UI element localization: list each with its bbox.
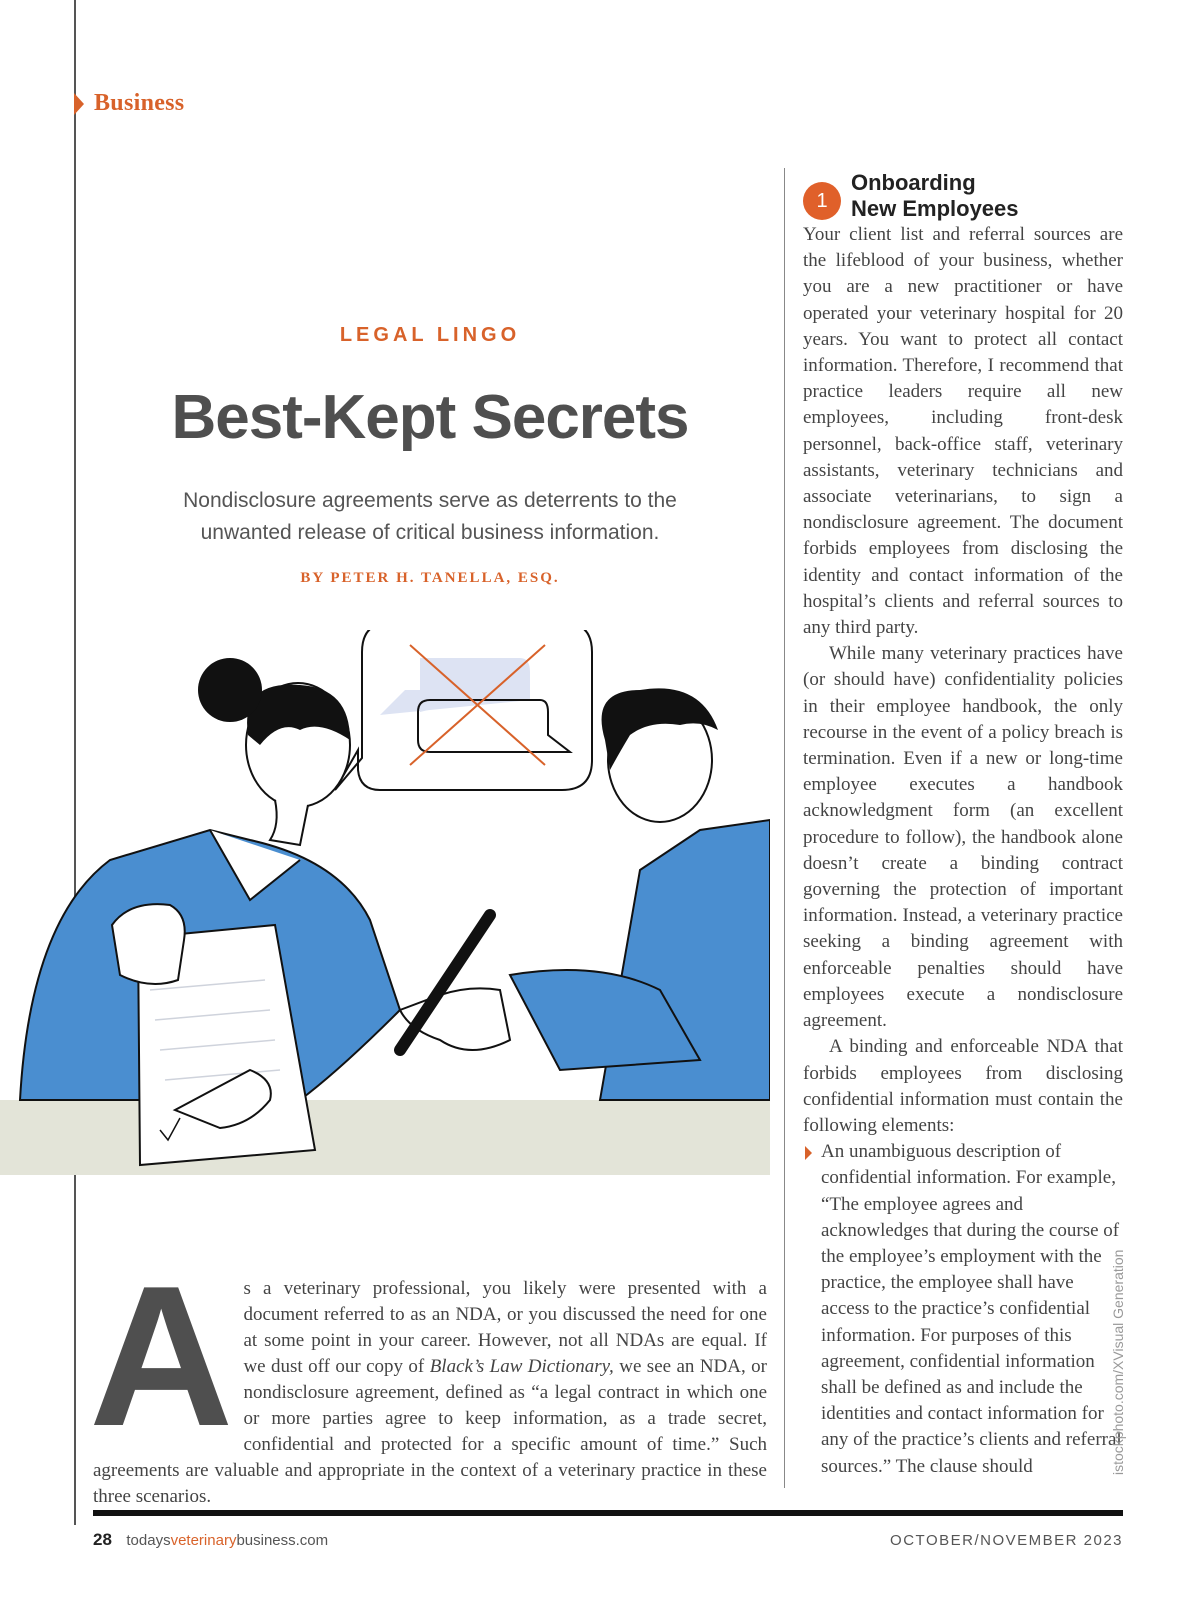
sidebar-paragraph-3: A binding and enforceable NDA that forbids employees from disclosing confidential information must contain the following elements:	[803, 1036, 1123, 1136]
bullet-text: An unambiguous description of confidential information. For example, “The employee agrees and acknowledges that during the course of the employee’s employment with the practice, the employee shall have access to the practice’s confidential information. For purposes of this agreement, confidential information shall be defined as and include the identities and contact information for any of the practice’s clients and referral sources.” The clause should	[821, 1141, 1122, 1477]
photo-credit: istockphoto.com/XVisual Generation	[1110, 1249, 1126, 1475]
sidebar-body	[803, 222, 1123, 1480]
nda-illustration	[0, 630, 770, 1190]
speech-bubble	[335, 630, 592, 790]
section-label: Business	[94, 90, 185, 116]
issue-date: OCTOBER/NOVEMBER 2023	[890, 1532, 1123, 1549]
footer-left	[93, 1530, 328, 1550]
bullet-arrow-icon	[805, 1146, 812, 1160]
site-url-suffix: business.com	[236, 1532, 329, 1549]
sidebar-title-line-2: New Employees	[851, 196, 1019, 221]
intro-text-2: we see an NDA, or nondisclosure agreement, defined as “a legal contract in which one or more parties agree to keep information, as a trade secret, confidential and protected for a specific amount of time.” Such agreements are valuable and appropriate in the context of a veterinary practice in these three scenarios.	[93, 1356, 767, 1507]
site-url[interactable]	[126, 1532, 328, 1549]
dek: Nondisclosure agreements serve as deterrents to the unwanted release of critical business information.	[183, 489, 677, 544]
floor-band	[0, 1100, 770, 1175]
sidebar-title	[851, 170, 1019, 222]
site-url-accent: veterinary	[170, 1532, 237, 1549]
intro-text-1: s a veterinary professional, you likely were presented with a document referred to as an NDA, or you discussed the need for one at some point in your career. However, not all NDAs are equal. If we dust off our copy of	[243, 1278, 767, 1377]
headline: Best-Kept Secrets	[171, 383, 689, 452]
intro-italic: Black’s Law Dictionary,	[429, 1356, 614, 1377]
sidebar-paragraph-2: While many veterinary practices have (or should have) confidentiality policies in their employee handbook, the only recourse in the event of a policy breach is termination. Even if a new or long-time employee executes a handbook acknowledgment form (an excellent procedure to follow), the handbook alone doesn’t create a binding contract governing the protection of important information. Instead, a veterinary practice seeking a binding agreement with enforceable penalties should have employees execute a nondisclosure agreement.	[803, 643, 1123, 1032]
column-divider	[784, 168, 785, 1488]
drop-cap: A	[89, 1245, 234, 1468]
byline: BY PETER H. TANELLA, ESQ.	[300, 570, 560, 586]
section-tag	[74, 90, 184, 117]
kicker: LEGAL LINGO	[339, 324, 521, 346]
site-url-prefix: todays	[126, 1532, 171, 1549]
woman-figure	[20, 658, 400, 1165]
sidebar-paragraph-1: Your client list and referral sources are the lifeblood of your business, whether you are a new practitioner or have operated your veterinary hospital for 20 years. You want to protect all contact information. Therefore, I recommend that practice leaders require all new employees, including front-desk personnel, back-office staff, veterinary assistants, veterinary technicians and associate veterinarians, to sign a nondisclosure agreement. The document forbids employees from disclosing the identity and contact information of the hospital’s clients and referral sources to any third party.	[803, 224, 1123, 639]
section-arrow-icon	[74, 93, 84, 115]
scenario-number-badge: 1	[803, 182, 841, 220]
sidebar-title-line-1: Onboarding	[851, 170, 976, 195]
footer	[93, 1530, 1123, 1550]
sidebar-bullet-1	[803, 1139, 1123, 1480]
sidebar-scenario-1	[803, 170, 1123, 1480]
footer-rule	[93, 1510, 1123, 1516]
intro-paragraph	[89, 1245, 767, 1510]
page-number: 28	[93, 1530, 112, 1549]
sidebar-header	[803, 170, 1123, 222]
